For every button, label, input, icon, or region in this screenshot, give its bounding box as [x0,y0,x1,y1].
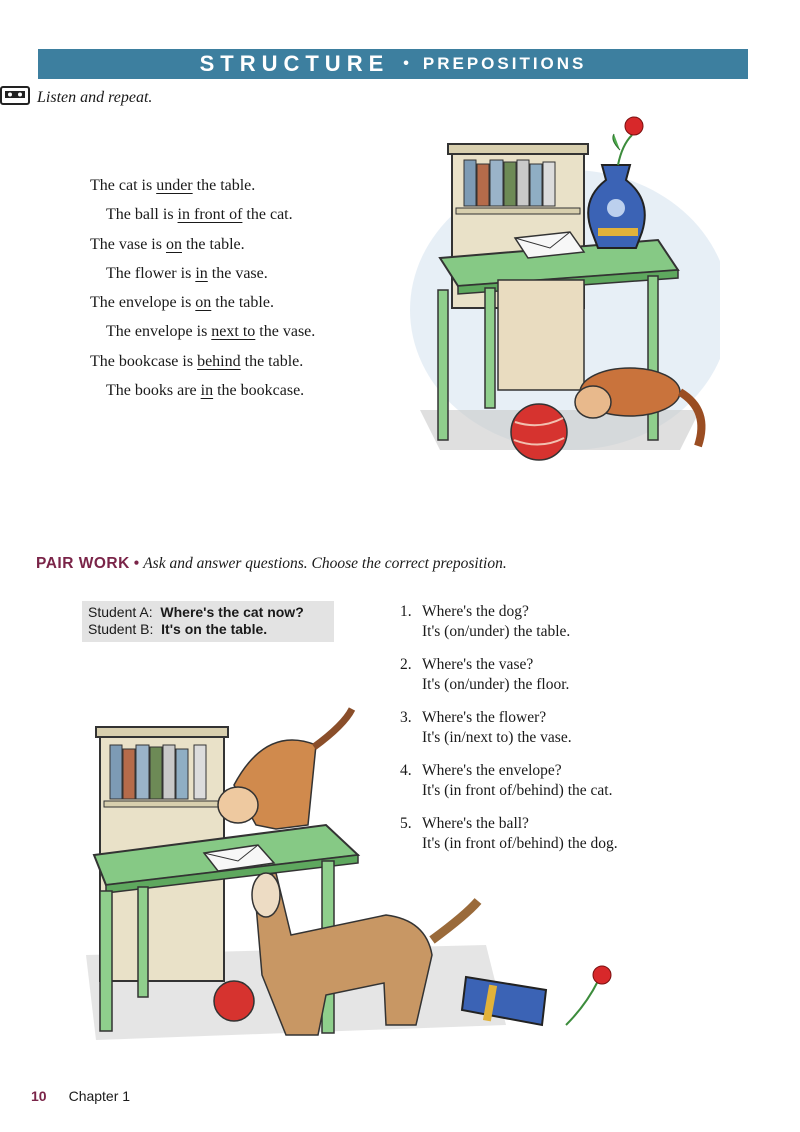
pair-work-bullet: • [133,555,140,572]
cat [218,709,352,829]
page-footer [31,1088,130,1104]
section-title: STRUCTURE [199,51,390,76]
example-line-a: Student A: Where's the cat now? [88,604,304,620]
question-item: 5. Where's the ball? It's (in front of/behind) the dog. [400,815,618,852]
section-subtitle: PREPOSITIONS [422,54,587,73]
pair-work-heading [36,555,507,573]
chapter-label: Chapter 1 [68,1088,131,1104]
question-item: 4. Where's the envelope? It's (in front of/behind) the cat. [400,762,613,799]
question-item: 2. Where's the vase? It's (on/under) the floor. [400,656,570,693]
pair-work-instruction: Ask and answer questions. Choose the correct preposition. [143,555,507,572]
question-item: 1. Where's the dog? It's (on/under) the table. [400,603,571,640]
banner-separator: • [403,55,409,72]
page-number: 10 [31,1088,47,1104]
sentence: The flower is in the vase. [106,264,268,282]
pair-work-illustration [86,705,646,1045]
section-banner [38,49,748,79]
example-dialog [82,601,334,642]
ball [511,404,567,460]
sentence: The envelope is next to the vase. [106,323,316,341]
ball [214,981,254,1021]
example-line-b: Student B: It's on the table. [88,621,268,637]
sentence: The cat is under the table. [90,177,256,194]
flower [613,117,643,165]
fallen-flower [566,966,611,1025]
cassette-icon [0,86,30,105]
sentence: The vase is on the table. [90,235,245,253]
sentence-list [90,171,315,405]
pair-work-label: PAIR WORK [36,555,130,572]
sentence: The envelope is on the table. [90,294,274,312]
sentence: The books are in the bookcase. [106,382,305,400]
sentence: The ball is in front of the cat. [106,206,293,224]
sentence: The bookcase is behind the table. [90,352,304,370]
listen-instruction: Listen and repeat. [37,89,153,106]
table-scene-illustration [380,110,720,465]
question-item: 3. Where's the flower? It's (in/next to) the vase. [400,709,572,746]
